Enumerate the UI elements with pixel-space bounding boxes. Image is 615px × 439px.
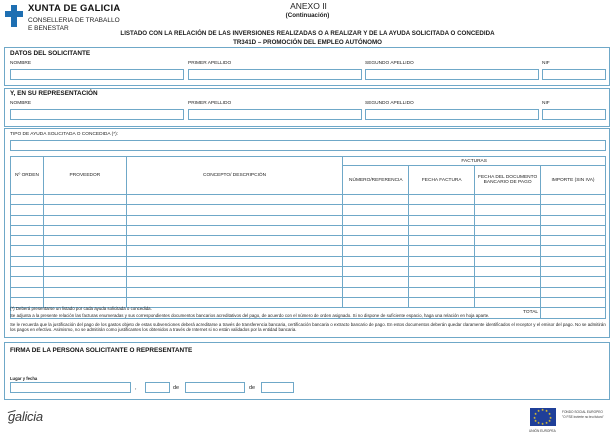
representative-nif-label: NIF xyxy=(542,101,550,106)
col-fecha-documento: FECHA DEL DOCUMENTO BANCARIO DE PAGO xyxy=(475,166,541,195)
applicant-segundo-apellido-field[interactable] xyxy=(365,69,539,80)
representative-segundo-apellido-field[interactable] xyxy=(365,109,539,120)
representative-nombre-label: NOMBRE xyxy=(10,101,32,106)
representative-section-title: Y, EN SU REPRESENTACIÓN xyxy=(10,90,98,97)
col-concepto: CONCEPTO/ DESCRIPCIÓN xyxy=(126,157,343,195)
aid-type-field[interactable] xyxy=(10,140,606,151)
facturas-header: FACTURAS xyxy=(343,157,606,166)
note-3: Se le recuerda que la justificación del pago de los gastos objeto de estas subvenciones deberá acreditarse a través de transferencia bancaria, certificación bancaria o extracto bancario de pago. En estos documentos deberán quedar claramente identificados el receptor y el emisor del pago. No se admitirán los pagos en efectivo. Asimismo, no se admitirán como justificantes los obtenidos a través de Internet si no están validados por la entidad bancaria. xyxy=(10,322,606,333)
continuation-label: (Continuación) xyxy=(285,12,330,19)
investments-table xyxy=(10,156,606,319)
table-row[interactable] xyxy=(11,287,606,297)
representative-nombre-field[interactable] xyxy=(10,109,184,120)
note-2: Se adjunta a la presente relación las facturas enumeradas y sus correspondientes documentos bancarios acreditativos del pago, de acuerdo con el número de orden asignado. Si no dispone de suficiente espacio, haga una relación en hoja aparte. xyxy=(10,313,490,318)
de-separator-2: de xyxy=(249,385,256,391)
de-separator-1: de xyxy=(173,385,180,391)
signature-section-title: FIRMA DE LA PERSONA SOLICITANTE O REPRESENTANTE xyxy=(10,347,193,354)
eu-fund-motto: "O FSE invierte no teu futuro" xyxy=(562,415,604,419)
place-field[interactable] xyxy=(10,382,131,393)
signature-section xyxy=(4,342,610,400)
place-date-label: Lugar y fecha xyxy=(10,376,38,381)
col-fecha-factura: FECHA FACTURA xyxy=(409,166,475,195)
table-row[interactable] xyxy=(11,277,606,287)
investments-section xyxy=(4,128,610,338)
representative-nif-field[interactable] xyxy=(542,109,606,120)
note-1: (*) Deberá presentarse un listado por cada ayuda solicitada o concedida. xyxy=(10,306,152,311)
representative-segundo-apellido-label: SEGUNDO APELLIDO xyxy=(365,101,414,106)
eu-flag-icon: ★ ★ ★ ★ ★ ★ ★ ★ ★ ★ ★ ★ xyxy=(530,408,556,426)
org-name: XUNTA DE GALICIA xyxy=(28,3,121,14)
applicant-nombre-field[interactable] xyxy=(10,69,184,80)
department-line-1: CONSELLERIA DE TRABALLO xyxy=(28,17,120,24)
investments-rows xyxy=(11,195,606,319)
applicant-segundo-apellido-label: SEGUNDO APELLIDO xyxy=(365,61,414,66)
col-numero: NÚMERO/REFERENCIA xyxy=(343,166,409,195)
col-orden: Nº ORDEN xyxy=(11,157,44,195)
applicant-nif-label: NIF xyxy=(542,61,550,66)
applicant-primer-apellido-label: PRIMER APELLIDO xyxy=(188,61,232,66)
year-field[interactable] xyxy=(261,382,294,393)
applicant-nif-field[interactable] xyxy=(542,69,606,80)
table-row[interactable] xyxy=(11,256,606,266)
table-row[interactable] xyxy=(11,215,606,225)
aid-type-label: TIPO DE AYUDA SOLICITADA O CONCEDIDA (*): xyxy=(10,132,119,137)
day-field[interactable] xyxy=(145,382,170,393)
applicant-nombre-label: NOMBRE xyxy=(10,61,32,66)
table-row[interactable] xyxy=(11,205,606,215)
applicant-section-title: DATOS DEL SOLICITANTE xyxy=(10,50,91,57)
eu-label: UNIÓN EUROPEA xyxy=(529,429,556,433)
procedure-code: TR341D – PROMOCIÓN DEL EMPLEO AUTÓNOMO xyxy=(233,39,382,46)
applicant-primer-apellido-field[interactable] xyxy=(188,69,362,80)
table-row[interactable] xyxy=(11,236,606,246)
table-row[interactable] xyxy=(11,225,606,235)
galicia-logo-text: galicia xyxy=(8,409,43,424)
table-row[interactable] xyxy=(11,267,606,277)
total-label: TOTAL xyxy=(11,308,541,318)
representative-section xyxy=(4,88,610,127)
document-title: LISTADO CON LA RELACIÓN DE LAS INVERSIONES REALIZADAS O A REALIZAR Y DE LA AYUDA SOLICITADA O CONCEDIDA xyxy=(120,30,495,37)
representative-primer-apellido-label: PRIMER APELLIDO xyxy=(188,101,232,106)
month-field[interactable] xyxy=(185,382,245,393)
representative-primer-apellido-field[interactable] xyxy=(188,109,362,120)
table-row[interactable] xyxy=(11,195,606,205)
col-importe: IMPORTE (SIN IVA) xyxy=(541,166,606,195)
department-line-2: E BENESTAR xyxy=(28,25,69,32)
eu-fund-name: FONDO SOCIAL EUROPEO xyxy=(562,410,603,414)
comma-separator: , xyxy=(135,385,137,391)
table-row[interactable] xyxy=(11,246,606,256)
applicant-section xyxy=(4,47,610,86)
annex-title: ANEXO II xyxy=(290,1,327,11)
col-proveedor: PROVEEDOR xyxy=(43,157,126,195)
